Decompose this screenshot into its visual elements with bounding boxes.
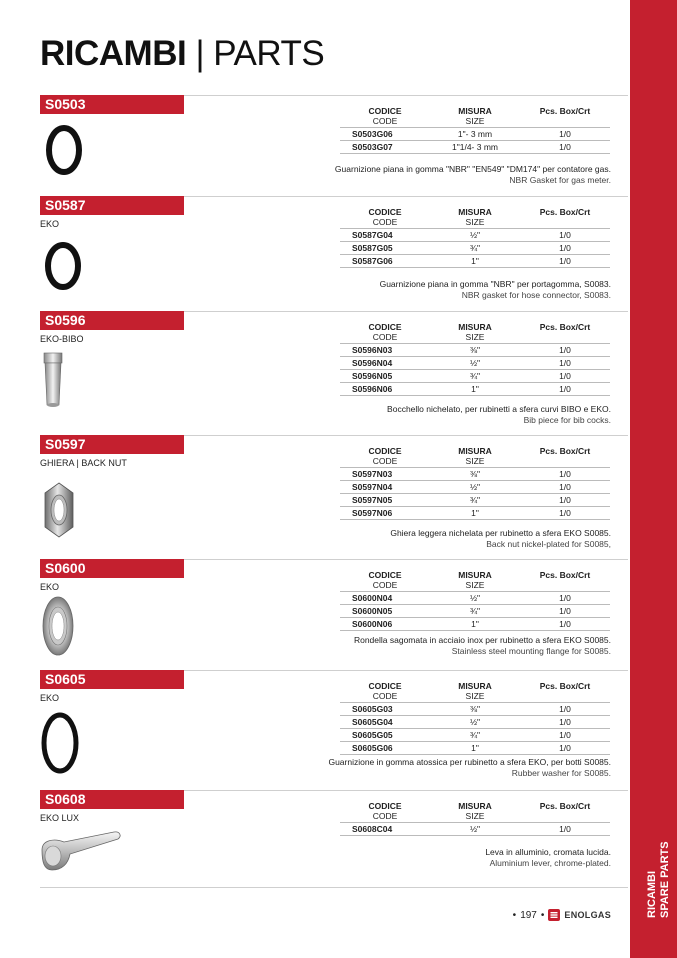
row-size: ⅜" [469,469,481,479]
description-it: Bocchello nichelato, per rubinetti a sfera curvi BIBO e EKO. [387,404,611,414]
table-row [340,229,610,242]
table-header [340,322,610,344]
row-pcs: 1/0 [559,619,571,629]
row-code: S0605G04 [352,717,393,727]
table-row [340,468,610,481]
row-size: ½" [469,358,481,368]
row-pcs: 1/0 [559,593,571,603]
product-subtitle: EKO [40,582,60,592]
row-pcs: 1/0 [559,371,571,381]
enolgas-logo-icon [548,909,560,921]
product-table [340,801,610,836]
product-description [328,757,611,779]
row-pcs: 1/0 [559,256,571,266]
row-pcs: 1/0 [559,717,571,727]
row-size: ½" [469,593,481,603]
product-code-badge: S0596 [40,311,184,330]
pcs-header: Pcs. Box/Crt [539,207,591,217]
row-code: S0503G07 [352,142,393,152]
product-code-badge: S0608 [40,790,184,809]
size-header: MISURA SIZE [458,322,492,342]
row-code: S0605G03 [352,704,393,714]
table-row [340,823,610,836]
product-subtitle: EKO-BIBO [40,334,84,344]
row-code: S0587G06 [352,256,393,266]
pcs-header: Pcs. Box/Crt [539,801,591,811]
size-header: MISURA SIZE [458,801,492,821]
description-it: Guarnizione piana in gomma "NBR" per portagomma, S0083. [379,279,611,289]
description-en: NBR gasket for hose connector, S0083. [461,290,611,300]
bottom-rule [40,887,628,888]
row-size: ¾" [469,371,481,381]
pcs-header: Pcs. Box/Crt [539,681,591,691]
product-code-badge: S0587 [40,196,184,215]
row-code: S0596N03 [352,345,393,355]
row-code: S0596N06 [352,384,393,394]
table-row [340,357,610,370]
row-code: S0597N06 [352,508,393,518]
product-subtitle: EKO [40,693,60,703]
product-code-badge: S0597 [40,435,184,454]
table-row [340,592,610,605]
description-it: Guarnizione piana in gomma "NBR" "EN549" "DM174" per contatore gas. [334,164,611,174]
row-pcs: 1/0 [559,824,571,834]
page-number: 197 [520,909,537,921]
row-pcs: 1/0 [559,704,571,714]
row-pcs: 1/0 [559,495,571,505]
product-table [340,681,610,755]
row-size: 1" [471,743,479,753]
bib-piece-image [40,351,66,409]
sidebar-band [630,0,677,958]
pcs-header: Pcs. Box/Crt [539,570,591,580]
row-size: ½" [469,230,481,240]
code-header: CODICE CODE [368,446,402,466]
product-description [485,847,611,869]
product-description [354,635,611,657]
product-code-badge: S0605 [40,670,184,689]
pcs-header: Pcs. Box/Crt [539,106,591,116]
size-header: MISURA SIZE [458,681,492,701]
page-title-bold: RICAMBI [40,34,187,73]
row-code: S0597N03 [352,469,393,479]
footer-bullet-left: • [512,909,517,921]
row-pcs: 1/0 [559,384,571,394]
table-row [340,141,610,154]
table-row [340,703,610,716]
row-code: S0600N05 [352,606,393,616]
table-row [340,383,610,396]
row-size: 1" [471,384,479,394]
table-row [340,729,610,742]
product-subtitle: GHIERA | BACK NUT [40,458,127,468]
size-header: MISURA SIZE [458,570,492,590]
table-row [340,507,610,520]
sidebar-label [642,768,672,918]
description-en: Rubber washer for S0085. [511,768,611,778]
product-table [340,446,610,520]
brand-name: ENOLGAS [564,910,611,920]
row-pcs: 1/0 [559,606,571,616]
hex-nut-image [42,481,76,539]
code-header: CODICE CODE [368,570,402,590]
row-size: ¾" [469,606,481,616]
row-code: S0587G04 [352,230,393,240]
row-pcs: 1/0 [559,142,571,152]
row-size: ¾" [469,495,481,505]
row-size: ½" [469,824,481,834]
product-description [380,279,611,301]
table-row [340,370,610,383]
row-pcs: 1/0 [559,730,571,740]
description-it: Ghiera leggera nichelata per rubinetto a sfera EKO S0085. [390,528,611,538]
table-header [340,681,610,703]
description-it: Guarnizione in gomma atossica per rubinetto a sfera EKO, per botti S0085. [328,757,611,767]
product-subtitle: EKO LUX [40,813,80,823]
product-description [387,404,611,426]
table-row [340,255,610,268]
description-en: Aluminium lever, chrome-plated. [489,858,611,868]
footer-bullet-right: • [540,909,545,921]
row-code: S0605G05 [352,730,393,740]
row-code: S0600N04 [352,593,393,603]
chrome-lever-image [40,828,124,874]
product-table [340,570,610,631]
page-title-separator: | [186,34,214,73]
code-header: CODICE CODE [368,322,402,342]
table-row [340,716,610,729]
table-header [340,446,610,468]
pcs-header: Pcs. Box/Crt [539,446,591,456]
code-header: CODICE CODE [368,801,402,821]
table-row [340,494,610,507]
row-size: 1"- 3 mm [457,129,493,139]
row-size: ½" [469,717,481,727]
row-code: S0596N04 [352,358,393,368]
steel-flange-image [41,595,75,657]
table-header [340,570,610,592]
table-row [340,618,610,631]
black-o-ring-image [45,123,83,177]
row-pcs: 1/0 [559,129,571,139]
row-pcs: 1/0 [559,230,571,240]
product-subtitle: EKO [40,219,60,229]
row-size: 1" [471,256,479,266]
description-en: Stainless steel mounting flange for S0085. [451,646,611,656]
table-header [340,801,610,823]
page-title [40,34,324,74]
row-pcs: 1/0 [559,508,571,518]
size-header: MISURA SIZE [458,207,492,227]
row-size: ¾" [469,730,481,740]
row-code: S0600N06 [352,619,393,629]
row-pcs: 1/0 [559,469,571,479]
product-description [335,164,611,186]
row-pcs: 1/0 [559,243,571,253]
row-pcs: 1/0 [559,482,571,492]
description-it: Rondella sagomata in acciaio inox per rubinetto a sfera EKO S0085. [353,635,611,645]
table-row [340,605,610,618]
page-footer [513,909,611,921]
page-title-light: PARTS [213,34,325,73]
description-it: Leva in alluminio, cromata lucida. [485,847,611,857]
row-code: S0597N05 [352,495,393,505]
product-table [340,106,610,154]
description-en: NBR Gasket for gas meter. [509,175,611,185]
table-header [340,207,610,229]
row-size: ½" [469,482,481,492]
table-row [340,742,610,755]
table-header [340,106,610,128]
code-header: CODICE CODE [368,106,402,126]
product-description [390,528,611,550]
row-size: ⅜" [469,345,481,355]
size-header: MISURA SIZE [458,446,492,466]
row-size: 1" [471,508,479,518]
row-code: S0605G06 [352,743,393,753]
row-code: S0596N05 [352,371,393,381]
code-header: CODICE CODE [368,207,402,227]
table-row [340,242,610,255]
table-row [340,481,610,494]
row-code: S0608C04 [352,824,393,834]
row-pcs: 1/0 [559,743,571,753]
row-code: S0587G05 [352,243,393,253]
row-size: ⅜" [469,704,481,714]
row-pcs: 1/0 [559,345,571,355]
description-en: Bib piece for bib cocks. [523,415,611,425]
description-en: Back nut nickel-plated for S0085, [486,539,611,549]
product-code-badge: S0503 [40,95,184,114]
sidebar-line-2: SPARE PARTS [659,841,671,918]
row-code: S0597N04 [352,482,393,492]
table-row [340,344,610,357]
product-table [340,322,610,396]
row-size: 1"1/4- 3 mm [451,142,498,152]
row-code: S0503G06 [352,129,393,139]
rubber-washer-image [41,712,79,774]
size-header: MISURA SIZE [458,106,492,126]
product-code-badge: S0600 [40,559,184,578]
black-o-ring-image [44,240,82,292]
table-row [340,128,610,141]
code-header: CODICE CODE [368,681,402,701]
product-table [340,207,610,268]
row-size: 1" [471,619,479,629]
sidebar-line-1: RICAMBI [646,870,658,918]
row-pcs: 1/0 [559,358,571,368]
pcs-header: Pcs. Box/Crt [539,322,591,332]
row-size: ¾" [469,243,481,253]
